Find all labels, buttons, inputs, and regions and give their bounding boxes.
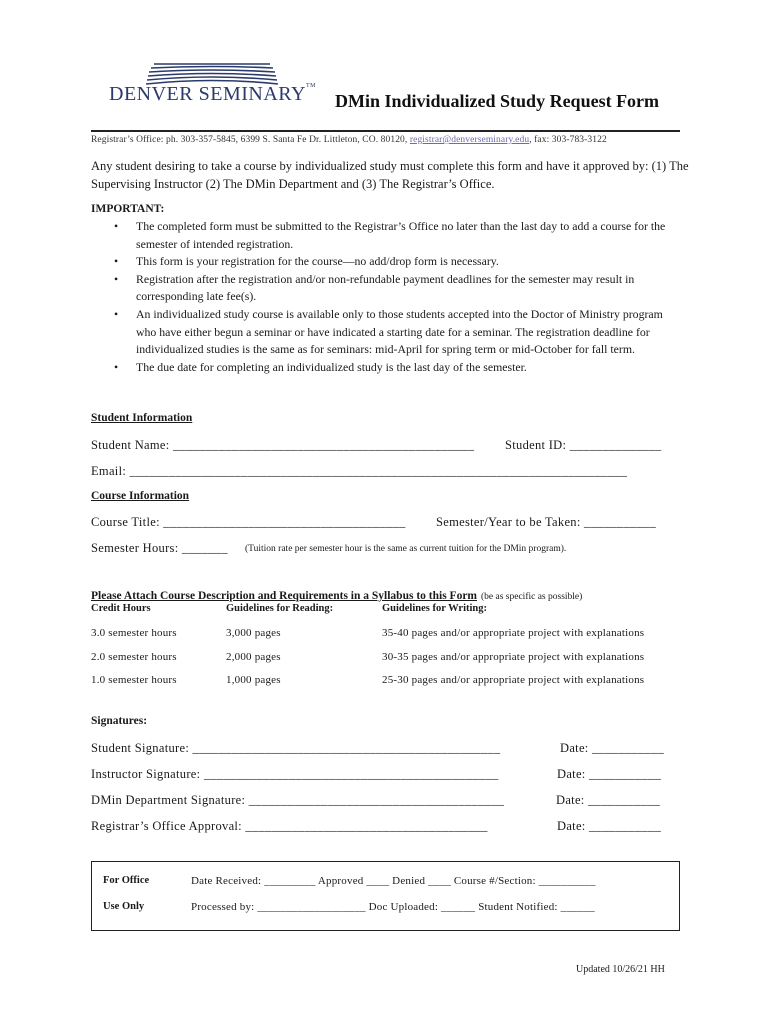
signatures-heading: Signatures: [91,715,148,727]
registrar-approval-date[interactable]: Date: ___________ [557,819,662,833]
list-item: • The due date for completing an individualized study is the last day of the semester. [114,359,527,374]
list-item: • An individualized study course is available only to those students accepted into the Doctor of Ministry program who have either begun a seminar or have indicated a starting date for a seminar. The registration deadline for individualized studies is the same as for seminars: mid-April for spring term or mid-October for fall term. [114,306,663,357]
email-field[interactable]: Email: ____________________________________________________________________________ [91,464,628,478]
contact-line: Registrar’s Office: ph. 303-357-5845, 6399 S. Santa Fe Dr. Littleton, CO. 80120, registrar@denverseminary.edu, fax: 303-783-3122 [91,135,607,145]
dmin-signature-date[interactable]: Date: ___________ [556,793,661,807]
syllabus-heading-note: (be as specific as possible) [481,592,583,602]
col-reading: Guidelines for Reading: [226,603,334,614]
office-line1[interactable]: Date Received: _________ Approved ____ Denied ____ Course #/Section: __________ [191,875,596,887]
table-cell: 30-35 pages and/or appropriate project with explanations [382,651,645,663]
student-info-heading: Student Information [91,412,193,424]
dmin-signature-field[interactable]: DMin Department Signature: _______________________________________ [91,793,505,807]
table-cell: 25-30 pages and/or appropriate project with explanations [382,674,645,686]
registrar-approval-field[interactable]: Registrar’s Office Approval: _____________________________________ [91,819,488,833]
office-label-line2: Use Only [103,901,145,912]
important-list [91,218,681,376]
table-cell: 1.0 semester hours [91,674,177,686]
student-signature-date[interactable]: Date: ___________ [560,741,665,755]
intro-paragraph: Any student desiring to take a course by individualized study must complete this form and have it approved by: (1) The Supervising Instructor (2) The DMin Department and (3) The Registrar’s Office. [91,159,689,191]
course-info-heading: Course Information [91,490,190,502]
table-cell: 2.0 semester hours [91,651,177,663]
col-credit-hours: Credit Hours [91,603,151,614]
semester-hours-field[interactable]: Semester Hours: _______ [91,541,228,555]
logo-text: DENVER SEMINARY™ [109,83,316,105]
list-item: • This form is your registration for the course—no add/drop form is necessary. [114,254,499,269]
table-cell: 2,000 pages [226,651,281,663]
table-cell: 1,000 pages [226,674,281,686]
list-item: • The completed form must be submitted to the Registrar’s Office no later than the last day to add a course for the semester of intended registration. [114,219,666,251]
table-cell: 3.0 semester hours [91,627,177,639]
updated-stamp: Updated 10/26/21 HH [576,964,665,975]
list-item: • Registration after the registration and/or non-refundable payment deadlines for the semester may result in corresponding late fee(s). [114,271,635,304]
student-name-field[interactable]: Student Name: ______________________________________________ [91,438,475,452]
course-title-field[interactable]: Course Title: _____________________________________ [91,515,406,529]
header-divider [91,130,680,132]
semester-year-field[interactable]: Semester/Year to be Taken: ___________ [436,515,657,529]
important-heading: IMPORTANT: [91,203,165,215]
logo-trademark: TM [305,83,316,89]
student-signature-field[interactable]: Student Signature: _______________________________________________ [91,741,501,755]
student-id-field[interactable]: Student ID: ______________ [505,438,662,452]
table-cell: 35-40 pages and/or appropriate project with explanations [382,627,645,639]
instructor-signature-field[interactable]: Instructor Signature: _____________________________________________ [91,767,499,781]
page-title: DMin Individualized Study Request Form [335,91,660,111]
tuition-note: (Tuition rate per semester hour is the same as current tuition for the DMin program). [245,544,567,554]
table-cell: 3,000 pages [226,627,281,639]
office-label-line1: For Office [103,875,150,886]
office-use-box [91,861,680,931]
office-line2[interactable]: Processed by: ___________________ Doc Uploaded: ______ Student Notified: ______ [191,901,595,913]
col-writing: Guidelines for Writing: [382,603,488,614]
instructor-signature-date[interactable]: Date: ___________ [557,767,662,781]
syllabus-heading-line [91,586,582,604]
registrar-email-link[interactable]: registrar@denverseminary.edu [409,135,530,145]
syllabus-heading: Please Attach Course Description and Requirements in a Syllabus to this Form [91,590,477,602]
